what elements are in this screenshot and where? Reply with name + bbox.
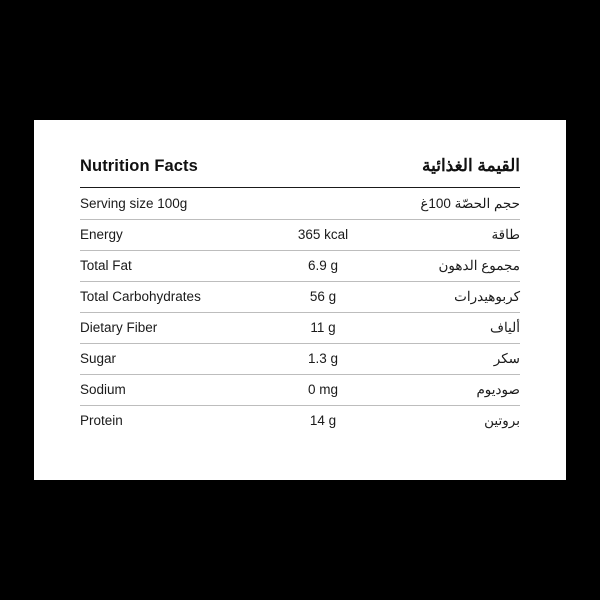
nutrient-label-ar: سكر [493, 351, 520, 366]
serving-size-label-en: Serving size 100g [80, 196, 188, 211]
page-title-en: Nutrition Facts [80, 157, 198, 175]
serving-size-row [80, 188, 520, 220]
table-row [80, 313, 520, 344]
nutrient-label-en: Dietary Fiber [80, 320, 158, 335]
table-row [80, 406, 520, 436]
table-row [80, 344, 520, 375]
nutrient-label-ar: كربوهيدرات [454, 289, 520, 304]
nutrient-value: 14 g [309, 413, 337, 428]
nutrition-title-row [80, 156, 520, 188]
table-row [80, 282, 520, 313]
nutrient-label-en: Energy [80, 227, 123, 242]
nutrient-label-ar: بروتين [484, 413, 520, 428]
page-title-ar: القيمة الغذائية [421, 156, 520, 175]
nutrient-value: 1.3 g [307, 351, 339, 366]
nutrient-label-en: Sugar [80, 351, 117, 366]
nutrition-table [80, 156, 520, 436]
nutrient-label-en: Sodium [80, 382, 126, 397]
nutrient-value: 6.9 g [307, 258, 339, 273]
nutrient-label-ar: طاقة [491, 227, 520, 242]
nutrient-label-ar: ألياف [489, 320, 520, 335]
table-row [80, 220, 520, 251]
nutrient-label-ar: مجموع الدهون [438, 258, 520, 273]
nutrient-value: 56 g [309, 289, 337, 304]
nutrient-value: 365 kcal [297, 227, 349, 242]
nutrition-facts-card [34, 120, 566, 480]
nutrient-label-en: Total Carbohydrates [80, 289, 201, 304]
nutrient-label-en: Protein [80, 413, 123, 428]
nutrient-value: 0 mg [307, 382, 338, 397]
nutrient-label-ar: صوديوم [476, 382, 520, 397]
table-row [80, 375, 520, 406]
nutrient-value: 11 g [310, 320, 336, 335]
serving-size-label-ar: حجم الحصّة 100غ [420, 196, 520, 211]
table-row [80, 251, 520, 282]
nutrient-label-en: Total Fat [80, 258, 132, 273]
